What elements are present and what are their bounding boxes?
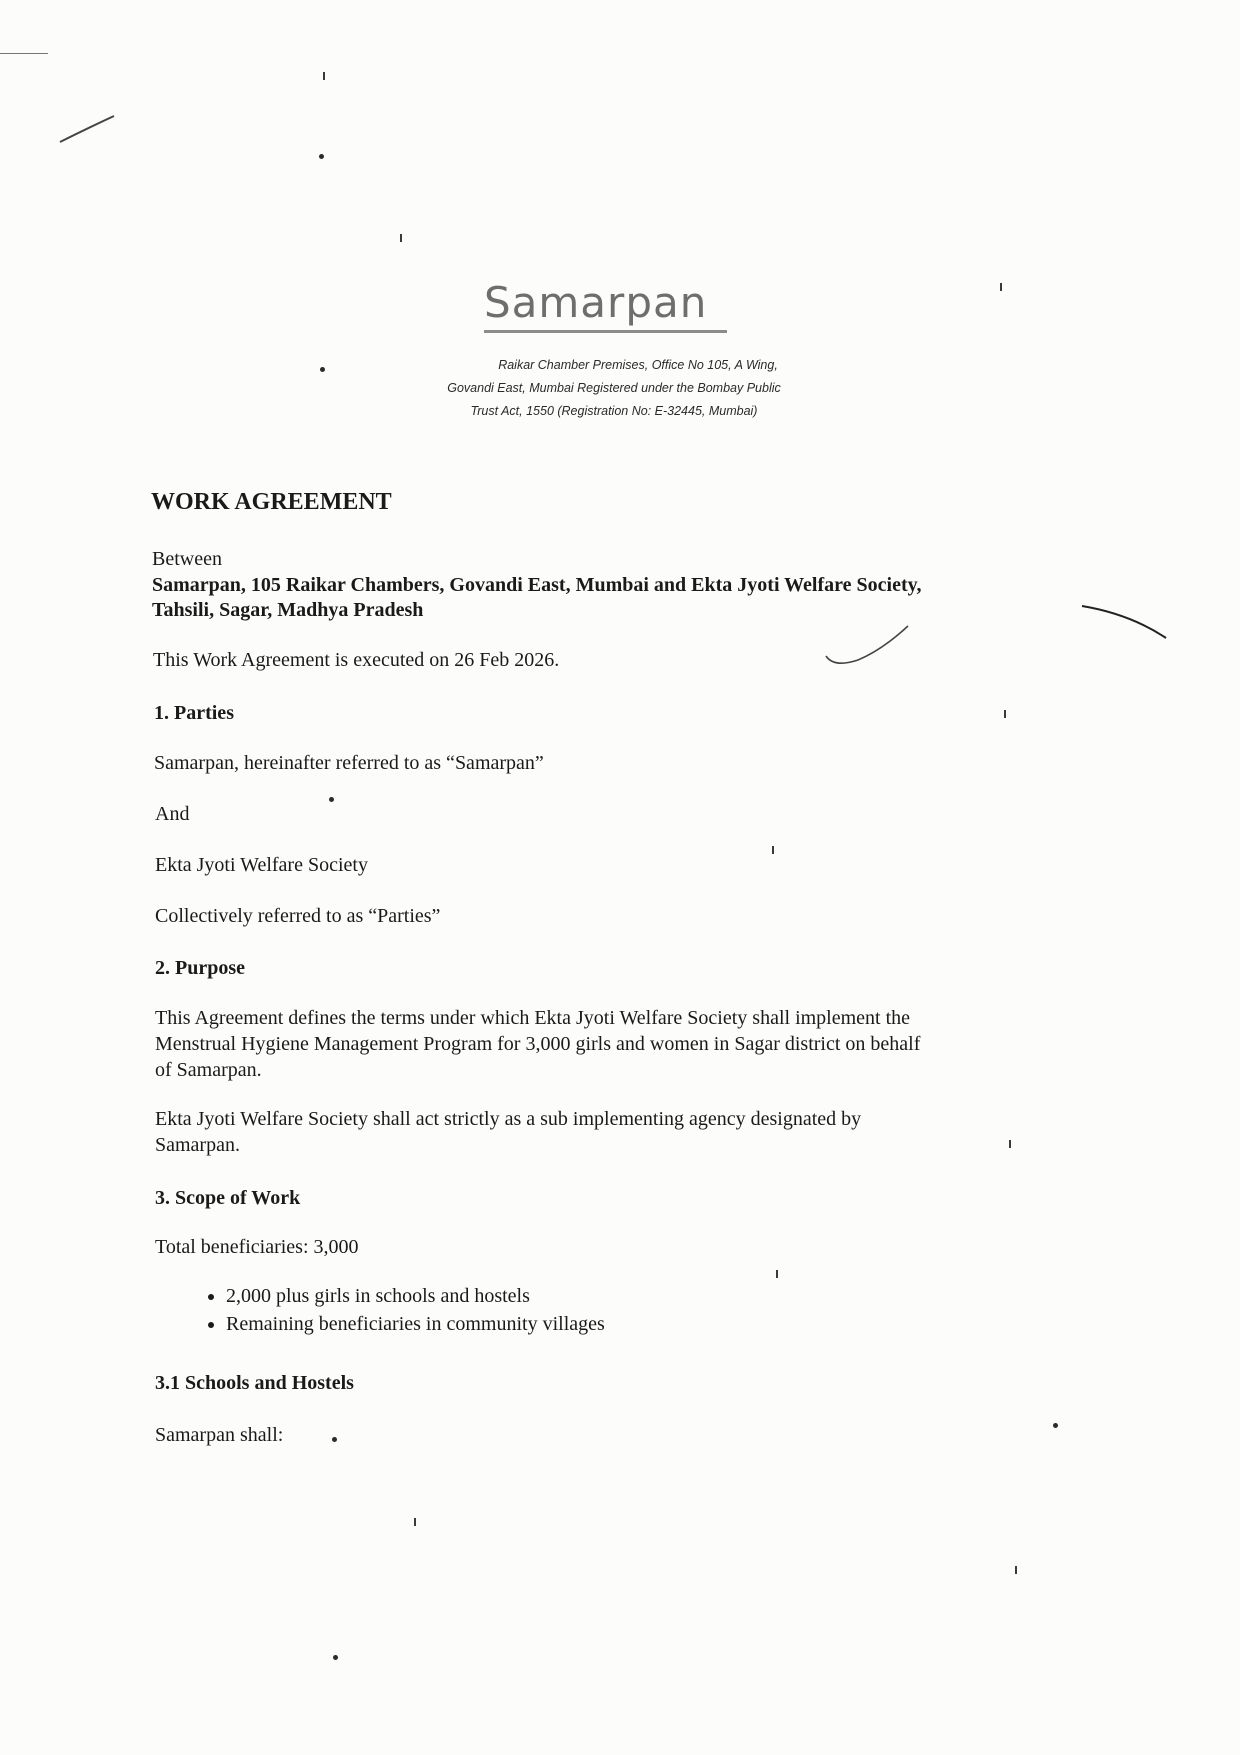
scan-tick <box>1000 283 1002 291</box>
between-label: Between <box>152 548 222 570</box>
document-title: WORK AGREEMENT <box>151 489 392 515</box>
executed-date: This Work Agreement is executed on 26 Feb 2026. <box>153 649 560 671</box>
purpose-p1-line2: Menstrual Hygiene Management Program for 3,000 girls and women in Sagar district on behalf <box>155 1033 921 1055</box>
scan-tick <box>1009 1140 1011 1148</box>
scan-tick <box>323 72 325 80</box>
parties-ekta-jyoti: Ekta Jyoti Welfare Society <box>155 854 368 876</box>
scan-dot <box>1053 1423 1058 1428</box>
scan-dot <box>320 367 325 372</box>
scan-dot <box>329 797 334 802</box>
samarpan-logo: Samarpan <box>484 278 708 327</box>
scan-tick <box>776 1270 778 1278</box>
purpose-p1-line1: This Agreement defines the terms under which Ekta Jyoti Welfare Society shall implement the <box>155 1007 911 1029</box>
parties-samarpan: Samarpan, hereinafter referred to as “Samarpan” <box>154 752 544 774</box>
scan-tick <box>400 234 402 242</box>
schools-samarpan-shall: Samarpan shall: <box>155 1424 284 1446</box>
parties-line-1: Samarpan, 105 Raikar Chambers, Govandi East, Mumbai and Ekta Jyoti Welfare Society, <box>152 574 922 596</box>
scan-dot <box>332 1437 337 1442</box>
address-line-1: Raikar Chamber Premises, Office No 105, A Wing, <box>498 358 778 372</box>
list-item: • 2,000 plus girls in schools and hostels <box>226 1282 605 1310</box>
scan-tick <box>1004 710 1006 718</box>
section-schools-heading: 3.1 Schools and Hostels <box>155 1372 354 1394</box>
scan-dot <box>319 154 324 159</box>
pen-stroke-mark <box>1080 600 1170 645</box>
parties-and: And <box>155 803 190 825</box>
section-purpose-heading: 2. Purpose <box>155 957 245 979</box>
purpose-p2-line1: Ekta Jyoti Welfare Society shall act strictly as a sub implementing agency designated by <box>155 1108 862 1130</box>
scan-tick <box>414 1518 416 1526</box>
scan-tick <box>772 846 774 854</box>
scope-total-beneficiaries: Total beneficiaries: 3,000 <box>155 1236 359 1258</box>
scan-edge-line <box>0 53 48 54</box>
initials-mark <box>822 622 912 672</box>
letterhead-address <box>404 354 824 423</box>
parties-line-2: Tahsili, Sagar, Madhya Pradesh <box>152 599 424 621</box>
address-line-3: Trust Act, 1550 (Registration No: E-32445, Mumbai) <box>470 404 758 418</box>
section-scope-heading: 3. Scope of Work <box>155 1187 301 1209</box>
list-item: • Remaining beneficiaries in community villages <box>226 1310 605 1338</box>
logo-underline <box>484 330 727 333</box>
pen-stroke-mark <box>58 112 118 146</box>
scan-dot <box>333 1655 338 1660</box>
purpose-p1-line3: of Samarpan. <box>155 1059 262 1081</box>
purpose-p2-line2: Samarpan. <box>155 1134 240 1156</box>
scope-bullet-list <box>186 1282 605 1338</box>
parties-collective: Collectively referred to as “Parties” <box>155 905 441 927</box>
section-parties-heading: 1. Parties <box>154 702 234 724</box>
address-line-2: Govandi East, Mumbai Registered under the Bombay Public <box>447 381 781 395</box>
scan-tick <box>1015 1566 1017 1574</box>
